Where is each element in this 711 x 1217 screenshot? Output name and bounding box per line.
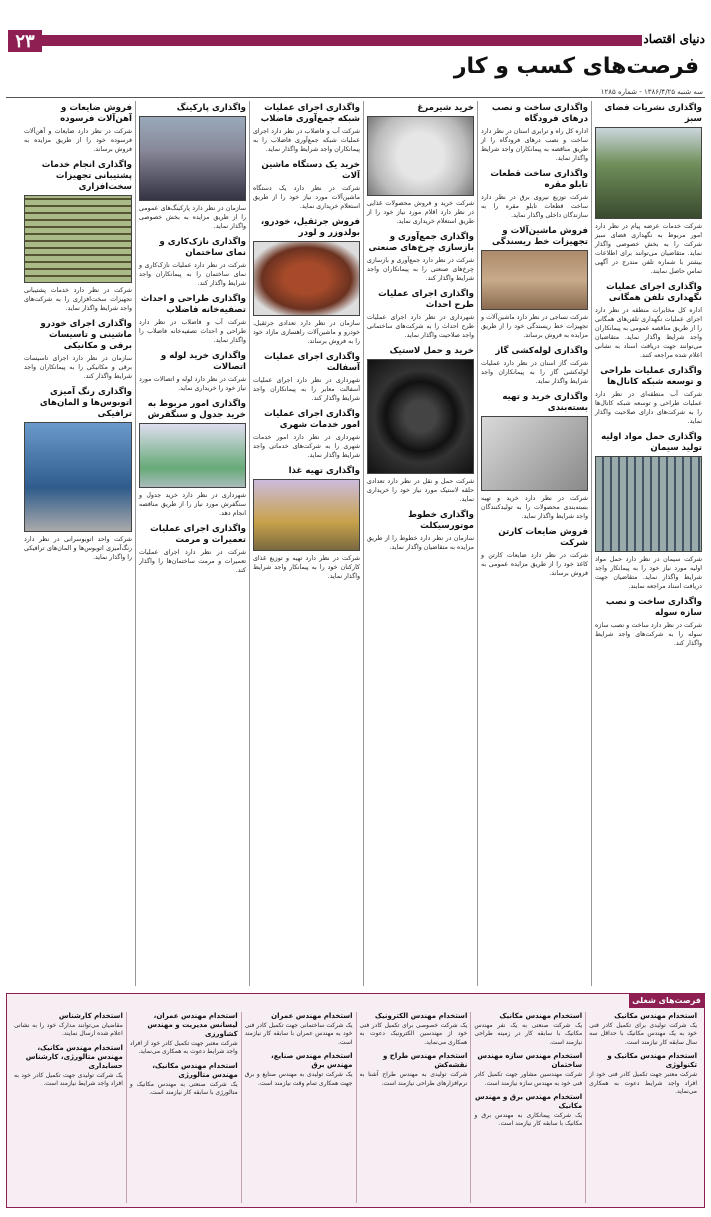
ad-title: واگذاری طراحی و احداث تصفیه‌خانه فاضلاب xyxy=(140,294,246,315)
job-text: یک شرکت تولیدی به مهندس صنایع و برق جهت همکاری تمام وقت نیازمند است. xyxy=(244,1071,353,1087)
ad-item xyxy=(481,527,588,578)
ad-text: شرکت در نظر دارد جمع‌آوری و بازسازی چرخ‌های صنعتی را به پیمانکاران واجد شرایط واگذار کند. xyxy=(367,257,474,282)
ad-text: شرکت در نظر دارد خدمات پشتیبانی تجهیزات سخت‌افزاری را به شرکت‌های واجد شرایط واگذار نماید. xyxy=(24,287,132,312)
job-item xyxy=(589,1052,697,1096)
ad-photo xyxy=(481,250,588,310)
ad-item xyxy=(481,346,588,386)
ad-text: سازمان در نظر دارد اجرای تاسیسات برقی و مکانیکی را به پیمانکاران واجد شرایط واگذار کند. xyxy=(24,355,132,380)
job-text: شرکت معتبر جهت تکمیل کادر فنی خود از افراد واجد شرایط دعوت به همکاری می‌نماید. xyxy=(589,1071,697,1096)
ad-item xyxy=(253,160,360,211)
ad-photo xyxy=(595,127,702,219)
job-title: استخدام مهندس مکانیک و تکنولوژی xyxy=(607,1052,697,1070)
ad-title: واگذاری خرید و تهیه بسته‌بندی xyxy=(502,392,588,413)
column-1 xyxy=(591,101,705,986)
job-text: یک شرکت تولیدی برای تکمیل کادر فنی خود به یک مهندس مکانیک با حداقل سه سال سابقه کار نیازمند است. xyxy=(589,1022,697,1046)
ad-photo xyxy=(139,423,246,488)
ad-item xyxy=(595,103,702,276)
ad-text: شهرداری در نظر دارد خرید جدول و سنگفرش مورد نیاز را از طریق مناقصه انجام دهد. xyxy=(139,492,246,517)
ad-item xyxy=(139,399,246,518)
ad-item xyxy=(253,352,360,403)
jobs-column-5 xyxy=(126,1012,241,1203)
job-item xyxy=(474,1012,582,1047)
job-item xyxy=(589,1012,697,1047)
ad-title: فروش جرثقیل، خودرو، بولدوزر و لودر xyxy=(260,217,360,238)
column-2 xyxy=(477,101,591,986)
job-title: استخدام مهندس مکانیک، مهندس متالورژی، کارشناس حسابداری xyxy=(25,1043,123,1070)
header-rule xyxy=(6,97,705,98)
ad-title: واگذاری خطوط موتورسیکلت xyxy=(408,510,474,531)
ad-text: اداره کل مخابرات منطقه در نظر دارد اجرای عملیات نگهداری تلفن‌های همگانی را از طریق مناقصه عمومی به پیمانکاران واجد شرایط واگذار نماید. متقاضیان می‌توانند جهت دریافت اسناد به نشانی اعلام شده مراجعه کنند. xyxy=(595,307,702,359)
job-title: استخدام مهندس برق و مهندس مکانیک xyxy=(475,1093,583,1111)
ad-item xyxy=(595,597,702,648)
jobs-column-1 xyxy=(585,1012,700,1203)
ad-text: شرکت خرید و فروش محصولات غذایی در نظر دارد اقلام مورد نیاز خود را از طریق استعلام خریداری نماید. xyxy=(367,200,474,225)
job-title: استخدام مهندس مکانیک xyxy=(499,1012,583,1020)
ad-text: سازمان در نظر دارد خطوط را از طریق مزایده به متقاضیان واگذار نماید. xyxy=(367,535,474,551)
job-title: استخدام مهندس عمران، لیسانس مدیریت و مهندس کشاورزی xyxy=(147,1012,238,1038)
ad-title: خرید شیرمرغ xyxy=(417,103,474,113)
ad-photo xyxy=(253,241,360,316)
job-title: استخدام مهندس صنایع، مهندس برق xyxy=(271,1052,353,1070)
ad-title: واگذاری امور مربوط به خرید جدول و سنگفرش xyxy=(147,399,246,420)
ad-item xyxy=(367,289,474,340)
ad-title: واگذاری اجرای عملیات آسفالت xyxy=(264,352,360,373)
jobs-column-2 xyxy=(470,1012,585,1203)
job-item xyxy=(130,1012,238,1057)
column-4 xyxy=(249,101,363,986)
ad-text: شرکت حمل و نقل در نظر دارد تعدادی حلقه لاستیک مورد نیاز خود را خریداری نماید. xyxy=(367,478,474,503)
ad-photo xyxy=(367,359,474,474)
column-5 xyxy=(135,101,249,986)
ad-title: فروش ضایعات کارتن شرکت xyxy=(498,527,588,548)
ad-text: شرکت سیمان در نظر دارد حمل مواد اولیه مورد نیاز خود را به پیمانکار واجد شرایط واگذار نماید. متقاضیان جهت دریافت اسناد مراجعه نمایند. xyxy=(595,556,702,590)
ad-item xyxy=(367,103,474,226)
ad-text: شرکت در نظر دارد ضایعات کارتن و کاغذ خود را از طریق مزایده عمومی به فروش برساند. xyxy=(481,552,588,577)
ad-text: شرکت در نظر دارد یک دستگاه ماشین‌آلات مورد نیاز خود را از طریق استعلام خریداری نماید. xyxy=(253,185,360,210)
job-title: استخدام مهندس مکانیک xyxy=(614,1012,697,1020)
job-title: استخدام مهندس الکترونیک xyxy=(374,1012,468,1020)
ad-text: شرکت آب و فاضلاب در نظر دارد اجرای عملیات شبکه جمع‌آوری فاضلاب را به پیمانکاران واجد شرایط واگذار نماید. xyxy=(253,128,360,153)
ad-item xyxy=(595,366,702,426)
jobs-column-4 xyxy=(241,1012,356,1203)
ad-item xyxy=(24,387,132,562)
ad-item xyxy=(367,232,474,283)
ad-item xyxy=(139,103,246,231)
ad-text: شرکت خدمات عرضه پیام در نظر دارد امور مربوط به نگهداری فضای سبز شرکت را به بخش خصوصی واگذار نماید. متقاضیان می‌توانند برای اطلاعات بیشتر با شماره تلفن مندرج در آگهی تماس حاصل نمایند. xyxy=(595,223,702,275)
ad-title: واگذاری ساخت و نصب درهای فرودگاه xyxy=(491,103,588,124)
ad-title: واگذاری نشریات فضای سبز xyxy=(604,103,702,124)
ad-title: خرید و حمل لاستیک xyxy=(389,346,474,356)
ad-text: سازمان در نظر دارد تعدادی جرثقیل، خودرو و ماشین‌آلات راهسازی مازاد خود را به فروش برساند. xyxy=(253,320,360,345)
ad-item xyxy=(367,346,474,504)
ad-text: شرکت آب منطقه‌ای در نظر دارد عملیات طراحی و توسعه شبکه کانال‌ها را به شرکت‌های دارای صلاحیت واگذار نماید. xyxy=(595,391,702,425)
ad-photo xyxy=(367,116,474,196)
ad-title: واگذاری جمع‌آوری و بازسازی چرخ‌های صنعتی xyxy=(368,232,474,253)
ad-item xyxy=(253,103,360,154)
ad-title: واگذاری نازک‌کاری و نمای ساختمان xyxy=(159,237,246,258)
ad-item xyxy=(24,103,132,154)
ad-title: واگذاری پارکینگ xyxy=(176,103,246,113)
ad-title: فروش ماشین‌آلات و تجهیزات خط ریسندگی xyxy=(492,226,588,247)
job-text: یک شرکت تولیدی جهت تکمیل کادر خود به افراد واجد شرایط نیازمند است. xyxy=(14,1071,123,1088)
job-text: یک شرکت پیمانکاری به مهندس برق و مکانیک با سابقه کار نیازمند است. xyxy=(474,1112,583,1128)
ad-title: واگذاری ساخت قطعات تابلو مقره xyxy=(490,169,588,190)
ad-photo xyxy=(24,195,132,283)
ad-item xyxy=(24,160,132,313)
ad-item xyxy=(595,282,702,360)
ad-item xyxy=(595,432,702,591)
job-title: استخدام کارشناس xyxy=(58,1012,123,1020)
ad-title: واگذاری حمل مواد اولیه تولید سیمان xyxy=(601,432,702,453)
ad-title: واگذاری لوله‌کشی گاز xyxy=(495,346,588,356)
ad-photo xyxy=(595,456,702,552)
ad-text: شهرداری در نظر دارد اجرای عملیات آسفالت معابر را به پیمانکاران واجد شرایط واگذار کند. xyxy=(253,377,360,402)
job-text: یک شرکت صنعتی به مهندس مکانیک و متالورژی با سابقه کار نیازمند است. xyxy=(129,1080,238,1097)
ad-text: شرکت نساجی در نظر دارد ماشین‌آلات و تجهیزات خط ریسندگی خود را از طریق مزایده به فروش برساند. xyxy=(481,314,588,339)
jobs-column-6 xyxy=(11,1012,126,1203)
ad-item xyxy=(481,226,588,340)
ad-item xyxy=(367,510,474,552)
job-item xyxy=(14,1012,123,1039)
ad-text: اداره کل راه و ترابری استان در نظر دارد ساخت و نصب درهای فرودگاه را از طریق مناقصه به پیمانکاران واجد شرایط واگذار نماید. xyxy=(481,128,588,162)
job-text: شرکت مهندسین مشاور جهت تکمیل کادر فنی خود به مهندس سازه نیازمند است. xyxy=(474,1071,583,1087)
ad-item xyxy=(253,466,360,581)
ad-text: شرکت در نظر دارد اجرای عملیات تعمیرات و مرمت ساختمان‌ها را واگذار کند. xyxy=(139,549,246,574)
job-text: شرکت معتبر جهت تکمیل کادر خود از افراد واجد شرایط دعوت به همکاری می‌نماید. xyxy=(129,1040,238,1056)
page-title: فرصت‌های کسب و کار xyxy=(453,54,699,79)
ad-text: شهرداری در نظر دارد امور خدمات شهری را به شرکت‌های خدماتی واجد شرایط واگذار نماید. xyxy=(253,434,360,459)
ad-text: شرکت در نظر دارد خرید و تهیه بسته‌بندی محصولات را به تولیدکنندگان واجد شرایط واگذار نماید. xyxy=(481,495,588,520)
job-title: استخدام مهندس مکانیک، مهندس متالورژی xyxy=(152,1061,238,1079)
job-item xyxy=(245,1052,353,1088)
ad-text: شرکت واحد اتوبوسرانی در نظر دارد رنگ‌آمیزی اتوبوس‌ها و المان‌های ترافیکی را واگذار نماید. xyxy=(24,536,132,561)
ad-text: شرکت در نظر دارد ضایعات و آهن‌آلات فرسوده خود را از طریق مزایده به فروش برساند. xyxy=(24,128,132,153)
ad-title: واگذاری رنگ آمیزی اتوبوس‌ها و المان‌های ترافیکی xyxy=(39,387,132,419)
ad-text: شهرداری در نظر دارد اجرای عملیات طرح احداث را به شرکت‌های ساختمانی واجد صلاحیت واگذار نماید. xyxy=(367,314,474,339)
job-title: استخدام مهندس طراح و نقشه‌کش xyxy=(383,1052,468,1070)
ad-item xyxy=(481,103,588,163)
ad-text: شرکت در نظر دارد ساخت و نصب سازه سوله را به شرکت‌های واجد شرایط واگذار کند. xyxy=(595,622,702,647)
job-title: استخدام مهندس سازه مهندس ساختمان xyxy=(477,1052,583,1070)
job-text: یک شرکت خصوصی برای تکمیل کادر فنی خود از مهندسین الکترونیک دعوت به همکاری می‌نماید. xyxy=(359,1022,468,1046)
job-item xyxy=(130,1062,238,1098)
job-text: شرکت تولیدی به مهندس طراح آشنا به نرم‌افزارهای طراحی نیازمند است. xyxy=(359,1071,468,1087)
ad-item xyxy=(253,409,360,460)
job-text: مقاضیان می‌توانند مدارک خود را به نشانی اعلام شده ارسال نمایند. xyxy=(14,1022,123,1038)
ad-item xyxy=(139,351,246,393)
column-3 xyxy=(363,101,477,986)
ad-text: شرکت توزیع نیروی برق در نظر دارد ساخت قطعات تابلو مقره را به سازندگان داخلی واگذار نماید. xyxy=(481,194,588,219)
ad-title: واگذاری انجام خدمات پشتیبانی تجهیزات سخت‌افزاری xyxy=(41,160,132,192)
ad-item xyxy=(139,294,246,345)
jobs-grid xyxy=(11,1012,700,1203)
ad-title: واگذاری اجرای عملیات تعمیرات و مرمت xyxy=(150,524,246,545)
ad-item xyxy=(139,237,246,288)
header-bar xyxy=(42,35,642,46)
ad-item xyxy=(481,392,588,521)
ad-title: واگذاری خرید لوله و اتصالات xyxy=(160,351,246,372)
ad-photo xyxy=(139,116,246,201)
ad-text: شرکت در نظر دارد عملیات نازک‌کاری و نمای ساختمان را به پیمانکاران واجد شرایط واگذار کند. xyxy=(139,262,246,287)
ad-text: سازمان در نظر دارد پارکینگ‌های عمومی را از طریق مزایده به بخش خصوصی واگذار نماید. xyxy=(139,205,246,230)
job-text: یک شرکت صنعتی به یک نفر مهندس مکانیک با سابقه کار در زمینه طراحی نیازمند است. xyxy=(474,1022,583,1046)
ad-text: شرکت آب و فاضلاب در نظر دارد طراحی و احداث تصفیه‌خانه فاضلاب را واگذار نماید. xyxy=(139,319,246,344)
ad-title: واگذاری اجرای خودرو ماشینی و تاسیسات برقی و مکانیکی xyxy=(40,319,132,351)
ad-title: واگذاری عملیات طراحی و توسعه شبکه کانال‌ها xyxy=(600,366,702,387)
job-item xyxy=(360,1052,468,1088)
jobs-header: فرصت‌های شغلی xyxy=(629,994,704,1008)
ad-text: شرکت در نظر دارد لوله و اتصالات مورد نیاز خود را خریداری نماید. xyxy=(139,376,246,392)
ad-text: شرکت در نظر دارد تهیه و توزیع غذای کارکنان خود را به پیمانکار واجد شرایط واگذار نماید. xyxy=(253,555,360,580)
page-number: ۲۳ xyxy=(8,30,42,52)
job-item xyxy=(360,1012,468,1047)
jobs-box xyxy=(6,993,705,1208)
ad-title: واگذاری اجرای عملیات طرح احداث xyxy=(378,289,474,310)
ad-photo xyxy=(24,422,132,532)
ad-photo xyxy=(253,479,360,551)
newspaper-logo: دنیای اقتصاد xyxy=(643,32,705,46)
ad-title: فروش ضایعات و آهن‌آلات فرسوده xyxy=(60,103,132,124)
jobs-column-3 xyxy=(356,1012,471,1203)
job-item xyxy=(474,1052,582,1088)
ad-title: واگذاری اجرای عملیات امور خدمات شهری xyxy=(264,409,360,430)
job-item xyxy=(14,1044,123,1089)
ad-photo xyxy=(481,416,588,491)
page-header xyxy=(0,0,711,60)
ad-item xyxy=(253,217,360,346)
ad-title: واگذاری تهیه غذا xyxy=(288,466,360,476)
job-title: استخدام مهندس عمران xyxy=(271,1012,353,1020)
ad-item xyxy=(24,319,132,381)
ad-item xyxy=(139,524,246,575)
column-6 xyxy=(21,101,135,986)
ads-columns xyxy=(6,101,705,986)
ad-item xyxy=(481,169,588,220)
job-item xyxy=(245,1012,353,1047)
ad-title: واگذاری اجرای عملیات شبکه جمع‌آوری فاضلاب xyxy=(260,103,360,124)
ad-text: شرکت گاز استان در نظر دارد عملیات لوله‌کشی گاز را به پیمانکاران واجد شرایط واگذار نماید. xyxy=(481,360,588,385)
ad-title: خرید یک دستگاه ماشین آلات xyxy=(261,160,360,181)
ad-title: واگذاری اجرای عملیات نگهداری تلفن همگانی xyxy=(606,282,702,303)
job-item xyxy=(474,1093,582,1129)
ad-title: واگذاری ساخت و نصب سازه سوله xyxy=(605,597,702,618)
dateline: سه شنبه ۱۳۸۶/۴/۲۵ - شماره ۱۲۸۵ xyxy=(600,88,703,96)
job-text: یک شرکت ساختمانی جهت تکمیل کادر فنی خود به مهندس عمران با سابقه کار نیازمند است. xyxy=(244,1022,353,1046)
